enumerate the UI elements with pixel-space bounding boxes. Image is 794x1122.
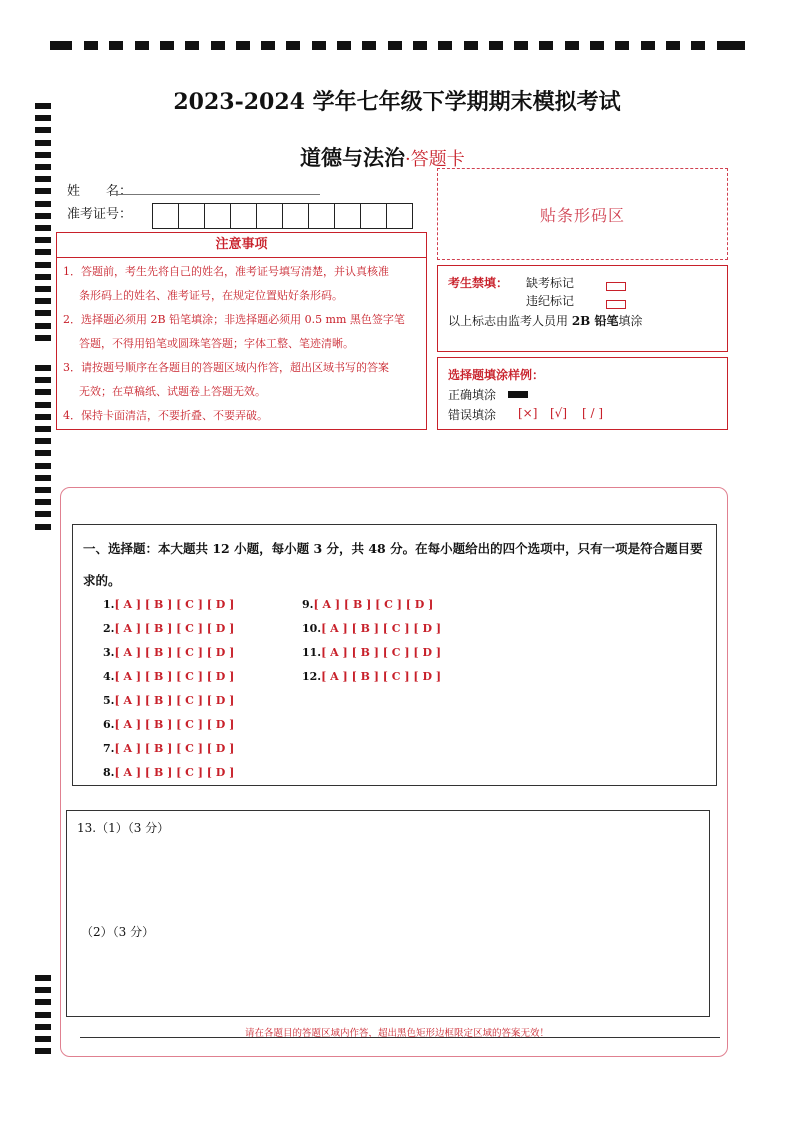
question-number: 7.: [103, 742, 115, 755]
correct-fill-label: 正确填涂: [448, 388, 497, 402]
id-digit-box[interactable]: [178, 203, 205, 229]
mcq-question[interactable]: [103, 694, 234, 707]
id-digit-box[interactable]: [334, 203, 361, 229]
answer-options[interactable]: [ A ] [ B ] [ C ] [ D ]: [114, 622, 235, 635]
absent-mark-box: [606, 276, 626, 295]
id-digit-box[interactable]: [256, 203, 283, 229]
question-number: 3.: [103, 646, 115, 659]
timing-mark: [35, 402, 51, 408]
timing-mark: [185, 41, 199, 50]
wrong-mark: [×]: [518, 406, 538, 420]
timing-mark: [514, 41, 528, 50]
timing-mark: [464, 41, 478, 50]
timing-mark: [35, 127, 51, 133]
notice-item: 条形码上的姓名、准考证号，在规定位置贴好条形码。: [79, 289, 343, 302]
mcq-instructions: 一、选择题：本大题共 12 小题，每小题 3 分，共 48 分。在每小题给出的四个选项中，只有一项是符合题目要求的。: [83, 541, 703, 588]
answer-options[interactable]: [ A ] [ B ] [ C ] [ D ]: [114, 694, 235, 707]
mcq-question[interactable]: [103, 598, 234, 611]
answer-options[interactable]: [ A ] [ B ] [ C ] [ D ]: [114, 718, 235, 731]
barcode-area: 贴条形码区: [437, 168, 728, 260]
timing-mark: [312, 41, 326, 50]
timing-mark: [565, 41, 579, 50]
mcq-question[interactable]: [302, 646, 441, 659]
answer-options[interactable]: [ A ] [ B ] [ C ] [ D ]: [313, 598, 434, 611]
timing-mark: [438, 41, 452, 50]
timing-mark: [35, 286, 51, 292]
timing-mark: [35, 262, 51, 268]
id-digit-box[interactable]: [386, 203, 413, 229]
timing-mark: [35, 201, 51, 207]
timing-mark: [35, 524, 51, 530]
timing-mark: [35, 140, 51, 146]
id-digit-box[interactable]: [230, 203, 257, 229]
mcq-question[interactable]: [103, 718, 234, 731]
timing-mark: [489, 41, 503, 50]
forbidden-note: 以上标志由监考人员用 2B 铅笔填涂: [448, 314, 643, 328]
timing-mark: [35, 450, 51, 456]
notice-box: [56, 232, 427, 430]
timing-mark: [337, 41, 351, 50]
id-digit-box[interactable]: [282, 203, 309, 229]
timing-mark: [35, 414, 51, 420]
notice-item: 3．请按题号顺序在各题目的答题区域内作答，超出区域书写的答案: [63, 361, 389, 374]
notice-item: 答题，不得用铅笔或圆珠笔答题；字体工整、笔迹清晰。: [79, 337, 354, 350]
absent-label: 缺考标记: [526, 276, 575, 290]
timing-mark: [35, 298, 51, 304]
timing-mark: [388, 41, 402, 50]
exam-id-boxes[interactable]: [152, 203, 412, 229]
id-digit-box[interactable]: [360, 203, 387, 229]
mcq-question[interactable]: [103, 646, 234, 659]
timing-mark: [84, 41, 98, 50]
timing-mark: [35, 237, 51, 243]
timing-mark: [35, 511, 51, 517]
mcq-question[interactable]: [103, 670, 234, 683]
page-title: 2023-2024 学年七年级下学期期末模拟考试: [173, 89, 621, 115]
mcq-question[interactable]: [103, 742, 234, 755]
timing-mark: [35, 499, 51, 505]
footer-warning: 请在各题目的答题区域内作答，超出黑色矩形边框限定区域的答案无效！: [244, 1028, 549, 1039]
forbidden-box: [437, 265, 728, 352]
mcq-question[interactable]: [302, 598, 433, 611]
timing-mark: [35, 323, 51, 329]
mcq-question[interactable]: [103, 622, 234, 635]
timing-mark: [35, 164, 51, 170]
question-number: 2.: [103, 622, 115, 635]
q13-part1-label: 13.（1）（3 分）: [77, 821, 170, 835]
timing-mark: [35, 365, 51, 371]
mcq-question[interactable]: [103, 766, 234, 779]
question-number: 6.: [103, 718, 115, 731]
question-number: 8.: [103, 766, 115, 779]
footer-rule: [80, 1037, 720, 1038]
notice-heading: 注意事项: [57, 233, 426, 258]
timing-mark: [35, 987, 51, 993]
id-digit-box[interactable]: [152, 203, 179, 229]
subject-tag: ·答题卡: [405, 149, 465, 170]
timing-mark: [590, 41, 604, 50]
mcq-question[interactable]: [302, 670, 441, 683]
name-label: 姓 名：: [67, 184, 133, 199]
timing-mark: [539, 41, 553, 50]
answer-options[interactable]: [ A ] [ B ] [ C ] [ D ]: [114, 646, 235, 659]
notice-item: 2．选择题必须用 2B 铅笔填涂；非选择题必须用 0.5 mm 黑色签字笔: [63, 313, 405, 326]
timing-mark: [722, 41, 745, 50]
timing-mark: [236, 41, 250, 50]
fill-sample-box: [437, 357, 728, 430]
answer-options[interactable]: [ A ] [ B ] [ C ] [ D ]: [114, 742, 235, 755]
fill-sample-heading: 选择题填涂样例：: [448, 368, 545, 382]
question-number: 11.: [302, 646, 322, 659]
answer-options[interactable]: [ A ] [ B ] [ C ] [ D ]: [321, 670, 442, 683]
answer-options[interactable]: [ A ] [ B ] [ C ] [ D ]: [321, 622, 442, 635]
timing-mark: [35, 426, 51, 432]
wrong-fill-label: 错误填涂: [448, 408, 497, 422]
notice-item: 4．保持卡面清洁，不要折叠、不要弄破。: [63, 409, 268, 422]
notice-item: 1．答题前，考生先将自己的姓名，准考证号填写清楚，并认真核准: [63, 265, 389, 278]
timing-mark: [35, 188, 51, 194]
question-number: 5.: [103, 694, 115, 707]
timing-mark: [35, 463, 51, 469]
correct-fill-example: [508, 391, 528, 398]
timing-mark: [35, 975, 51, 981]
timing-mark: [35, 310, 51, 316]
timing-mark: [35, 1012, 51, 1018]
mcq-question[interactable]: [302, 622, 441, 635]
wrong-mark: [ / ]: [582, 406, 604, 420]
timing-mark: [35, 152, 51, 158]
timing-mark: [35, 377, 51, 383]
timing-mark: [50, 41, 72, 50]
q13-part2-label: （2）（3 分）: [81, 925, 155, 939]
timing-mark: [413, 41, 427, 50]
question-number: 1.: [103, 598, 115, 611]
timing-mark: [35, 225, 51, 231]
timing-mark: [35, 999, 51, 1005]
question-number: 9.: [302, 598, 314, 611]
violation-mark-box: [606, 294, 626, 313]
subject-name: 道德与法治: [300, 145, 405, 170]
timing-mark: [35, 249, 51, 255]
question-number: 10.: [302, 622, 322, 635]
timing-mark: [35, 389, 51, 395]
timing-mark: [35, 475, 51, 481]
timing-mark: [35, 335, 51, 341]
timing-mark: [641, 41, 655, 50]
timing-mark: [362, 41, 376, 50]
timing-mark: [666, 41, 680, 50]
id-label: 准考证号：: [67, 207, 133, 222]
wrong-mark: [√]: [550, 406, 568, 420]
timing-mark: [35, 274, 51, 280]
id-digit-box[interactable]: [204, 203, 231, 229]
timing-mark: [211, 41, 225, 50]
answer-options[interactable]: [ A ] [ B ] [ C ] [ D ]: [114, 670, 235, 683]
answer-options[interactable]: [ A ] [ B ] [ C ] [ D ]: [321, 646, 442, 659]
answer-options[interactable]: [ A ] [ B ] [ C ] [ D ]: [114, 598, 235, 611]
timing-mark: [135, 41, 149, 50]
violation-label: 违纪标记: [526, 294, 575, 308]
answer-options[interactable]: [ A ] [ B ] [ C ] [ D ]: [114, 766, 235, 779]
timing-mark: [691, 41, 705, 50]
timing-mark: [35, 487, 51, 493]
timing-mark: [615, 41, 629, 50]
forbidden-label: 考生禁填：: [448, 276, 509, 290]
top-timing-marks: [50, 38, 745, 52]
name-field[interactable]: [110, 194, 320, 195]
timing-mark: [35, 213, 51, 219]
timing-mark: [35, 1048, 51, 1054]
timing-mark: [35, 438, 51, 444]
question-number: 12.: [302, 670, 322, 683]
id-digit-box[interactable]: [308, 203, 335, 229]
timing-mark: [109, 41, 123, 50]
timing-mark: [160, 41, 174, 50]
timing-mark: [35, 115, 51, 121]
notice-item: 无效；在草稿纸、试题卷上答题无效。: [79, 385, 266, 398]
question-13-area[interactable]: [66, 810, 710, 1017]
timing-mark: [261, 41, 275, 50]
question-number: 4.: [103, 670, 115, 683]
timing-mark: [35, 176, 51, 182]
timing-mark: [286, 41, 300, 50]
